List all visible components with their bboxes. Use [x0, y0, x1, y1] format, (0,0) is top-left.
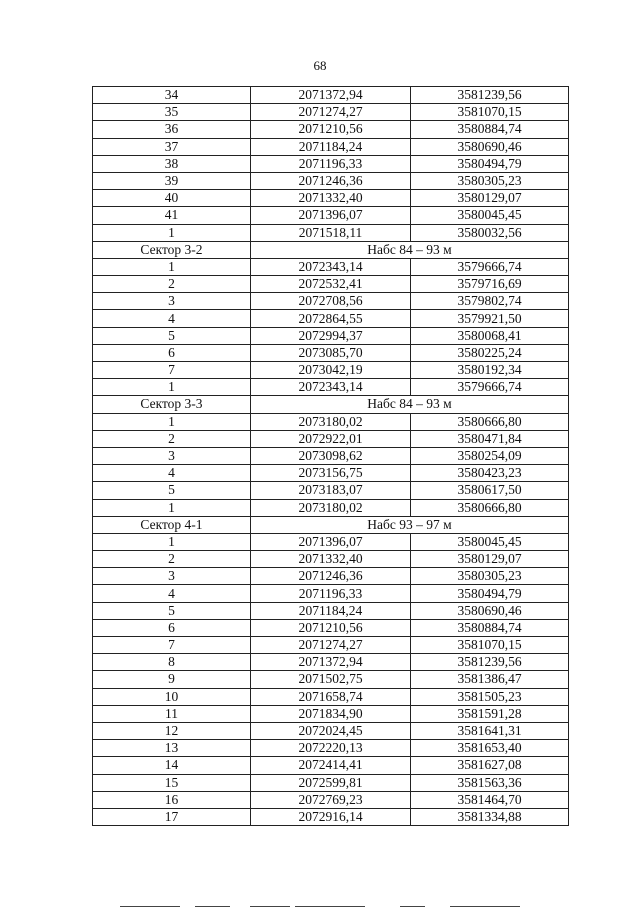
point-number: 17 [93, 808, 251, 825]
coordinate-y: 3580045,45 [411, 207, 569, 224]
coordinate-y: 3580617,50 [411, 482, 569, 499]
table-row [93, 344, 569, 361]
table-row [93, 258, 569, 275]
table-row [93, 568, 569, 585]
coordinate-x: 2072220,13 [251, 740, 411, 757]
coordinate-y: 3581653,40 [411, 740, 569, 757]
coordinate-y: 3580305,23 [411, 568, 569, 585]
table-row [93, 654, 569, 671]
coordinate-x: 2073183,07 [251, 482, 411, 499]
table-row [93, 224, 569, 241]
table-row [93, 379, 569, 396]
page-number: 68 [313, 58, 327, 73]
table-row [93, 482, 569, 499]
point-number: 41 [93, 207, 251, 224]
coordinate-x: 2071184,24 [251, 602, 411, 619]
coordinate-x: 2071372,94 [251, 87, 411, 104]
point-number: 6 [93, 619, 251, 636]
table-row [93, 585, 569, 602]
coordinate-y: 3579666,74 [411, 258, 569, 275]
coordinates-table [92, 86, 569, 826]
table-row [93, 533, 569, 550]
point-number: 14 [93, 757, 251, 774]
sector-header-row [93, 516, 569, 533]
coordinate-x: 2073156,75 [251, 465, 411, 482]
coordinate-y: 3580690,46 [411, 602, 569, 619]
table-row [93, 688, 569, 705]
point-number: 38 [93, 155, 251, 172]
table-row [93, 722, 569, 739]
coordinate-y: 3581464,70 [411, 791, 569, 808]
table-row [93, 637, 569, 654]
coordinate-y: 3581563,36 [411, 774, 569, 791]
table-row [93, 808, 569, 825]
table-row [93, 172, 569, 189]
coordinate-y: 3580305,23 [411, 172, 569, 189]
point-number: 3 [93, 293, 251, 310]
coordinate-x: 2071274,27 [251, 637, 411, 654]
point-number: 40 [93, 190, 251, 207]
table-row [93, 774, 569, 791]
coordinate-y: 3580129,07 [411, 551, 569, 568]
coordinate-x: 2071834,90 [251, 705, 411, 722]
point-number: 3 [93, 447, 251, 464]
point-number: 4 [93, 585, 251, 602]
sector-label: Сектор 4-1 [93, 516, 251, 533]
table-row [93, 310, 569, 327]
point-number: 12 [93, 722, 251, 739]
coordinate-y: 3581239,56 [411, 87, 569, 104]
coordinate-y: 3580045,45 [411, 533, 569, 550]
point-number: 11 [93, 705, 251, 722]
point-number: 5 [93, 482, 251, 499]
coordinate-y: 3580690,46 [411, 138, 569, 155]
point-number: 37 [93, 138, 251, 155]
point-number: 35 [93, 104, 251, 121]
point-number: 1 [93, 533, 251, 550]
table-row [93, 413, 569, 430]
coordinate-y: 3580666,80 [411, 499, 569, 516]
sector-label: Сектор 3-3 [93, 396, 251, 413]
point-number: 1 [93, 499, 251, 516]
table-row [93, 602, 569, 619]
table-row [93, 757, 569, 774]
coordinate-x: 2072532,41 [251, 276, 411, 293]
coordinate-x: 2073180,02 [251, 413, 411, 430]
coordinate-y: 3580884,74 [411, 121, 569, 138]
coordinate-x: 2072024,45 [251, 722, 411, 739]
table-row [93, 499, 569, 516]
table-row [93, 705, 569, 722]
coordinate-x: 2072343,14 [251, 258, 411, 275]
coordinate-y: 3580494,79 [411, 155, 569, 172]
point-number: 1 [93, 224, 251, 241]
coordinate-x: 2071196,33 [251, 155, 411, 172]
coordinate-x: 2072922,01 [251, 430, 411, 447]
table-row [93, 155, 569, 172]
point-number: 10 [93, 688, 251, 705]
table-row [93, 619, 569, 636]
coordinate-x: 2071396,07 [251, 207, 411, 224]
point-number: 36 [93, 121, 251, 138]
coordinate-x: 2073098,62 [251, 447, 411, 464]
coordinate-y: 3580032,56 [411, 224, 569, 241]
coordinate-y: 3581070,15 [411, 104, 569, 121]
table-row [93, 327, 569, 344]
coordinate-x: 2071184,24 [251, 138, 411, 155]
table-row [93, 190, 569, 207]
coordinate-y: 3580225,24 [411, 344, 569, 361]
coordinate-y: 3581239,56 [411, 654, 569, 671]
table-row [93, 791, 569, 808]
sector-label: Сектор 3-2 [93, 241, 251, 258]
coordinate-x: 2071502,75 [251, 671, 411, 688]
coordinate-y: 3581591,28 [411, 705, 569, 722]
coordinate-y: 3579802,74 [411, 293, 569, 310]
point-number: 2 [93, 276, 251, 293]
table-row [93, 293, 569, 310]
table-row [93, 430, 569, 447]
coordinate-y: 3581641,31 [411, 722, 569, 739]
point-number: 1 [93, 413, 251, 430]
scan-artifact-marks [120, 906, 540, 909]
table-row [93, 362, 569, 379]
point-number: 1 [93, 258, 251, 275]
point-number: 13 [93, 740, 251, 757]
coordinate-x: 2071246,36 [251, 568, 411, 585]
coordinate-x: 2073180,02 [251, 499, 411, 516]
point-number: 2 [93, 430, 251, 447]
coordinate-x: 2072708,56 [251, 293, 411, 310]
coordinate-y: 3581627,08 [411, 757, 569, 774]
coordinate-x: 2071332,40 [251, 190, 411, 207]
point-number: 4 [93, 465, 251, 482]
coordinate-x: 2071372,94 [251, 654, 411, 671]
point-number: 15 [93, 774, 251, 791]
coordinate-y: 3580129,07 [411, 190, 569, 207]
point-number: 34 [93, 87, 251, 104]
coordinates-table-body [93, 87, 569, 826]
coordinate-x: 2071274,27 [251, 104, 411, 121]
coordinate-x: 2071196,33 [251, 585, 411, 602]
table-row [93, 276, 569, 293]
coordinate-x: 2073042,19 [251, 362, 411, 379]
coordinate-y: 3581334,88 [411, 808, 569, 825]
point-number: 9 [93, 671, 251, 688]
coordinate-x: 2071396,07 [251, 533, 411, 550]
coordinate-x: 2072769,23 [251, 791, 411, 808]
coordinate-x: 2072864,55 [251, 310, 411, 327]
point-number: 5 [93, 327, 251, 344]
coordinate-y: 3580423,23 [411, 465, 569, 482]
point-number: 5 [93, 602, 251, 619]
coordinate-x: 2071210,56 [251, 619, 411, 636]
table-row [93, 207, 569, 224]
point-number: 4 [93, 310, 251, 327]
coordinate-x: 2072599,81 [251, 774, 411, 791]
coordinate-x: 2073085,70 [251, 344, 411, 361]
coordinate-y: 3581386,47 [411, 671, 569, 688]
point-number: 1 [93, 379, 251, 396]
coordinate-y: 3579921,50 [411, 310, 569, 327]
coordinate-x: 2072343,14 [251, 379, 411, 396]
point-number: 16 [93, 791, 251, 808]
coordinate-y: 3580068,41 [411, 327, 569, 344]
coordinate-x: 2071518,11 [251, 224, 411, 241]
table-row [93, 104, 569, 121]
sector-depth: Набс 84 – 93 м [251, 241, 569, 258]
coordinate-x: 2072414,41 [251, 757, 411, 774]
sector-header-row [93, 396, 569, 413]
coordinate-y: 3581070,15 [411, 637, 569, 654]
table-row [93, 465, 569, 482]
coordinate-y: 3579716,69 [411, 276, 569, 293]
coordinate-y: 3580254,09 [411, 447, 569, 464]
coordinate-x: 2072994,37 [251, 327, 411, 344]
coordinate-y: 3580192,34 [411, 362, 569, 379]
point-number: 7 [93, 362, 251, 379]
coordinate-y: 3581505,23 [411, 688, 569, 705]
coordinate-x: 2071658,74 [251, 688, 411, 705]
coordinate-x: 2071332,40 [251, 551, 411, 568]
point-number: 39 [93, 172, 251, 189]
coordinate-y: 3579666,74 [411, 379, 569, 396]
point-number: 2 [93, 551, 251, 568]
point-number: 7 [93, 637, 251, 654]
table-row [93, 87, 569, 104]
coordinate-x: 2072916,14 [251, 808, 411, 825]
table-row [93, 138, 569, 155]
coordinate-y: 3580494,79 [411, 585, 569, 602]
coordinate-x: 2071210,56 [251, 121, 411, 138]
coordinate-x: 2071246,36 [251, 172, 411, 189]
table-row [93, 447, 569, 464]
table-row [93, 740, 569, 757]
table-row [93, 121, 569, 138]
sector-header-row [93, 241, 569, 258]
table-row [93, 671, 569, 688]
table-row [93, 551, 569, 568]
sector-depth: Набс 93 – 97 м [251, 516, 569, 533]
point-number: 6 [93, 344, 251, 361]
coordinate-y: 3580884,74 [411, 619, 569, 636]
point-number: 8 [93, 654, 251, 671]
coordinate-y: 3580471,84 [411, 430, 569, 447]
sector-depth: Набс 84 – 93 м [251, 396, 569, 413]
coordinate-y: 3580666,80 [411, 413, 569, 430]
point-number: 3 [93, 568, 251, 585]
